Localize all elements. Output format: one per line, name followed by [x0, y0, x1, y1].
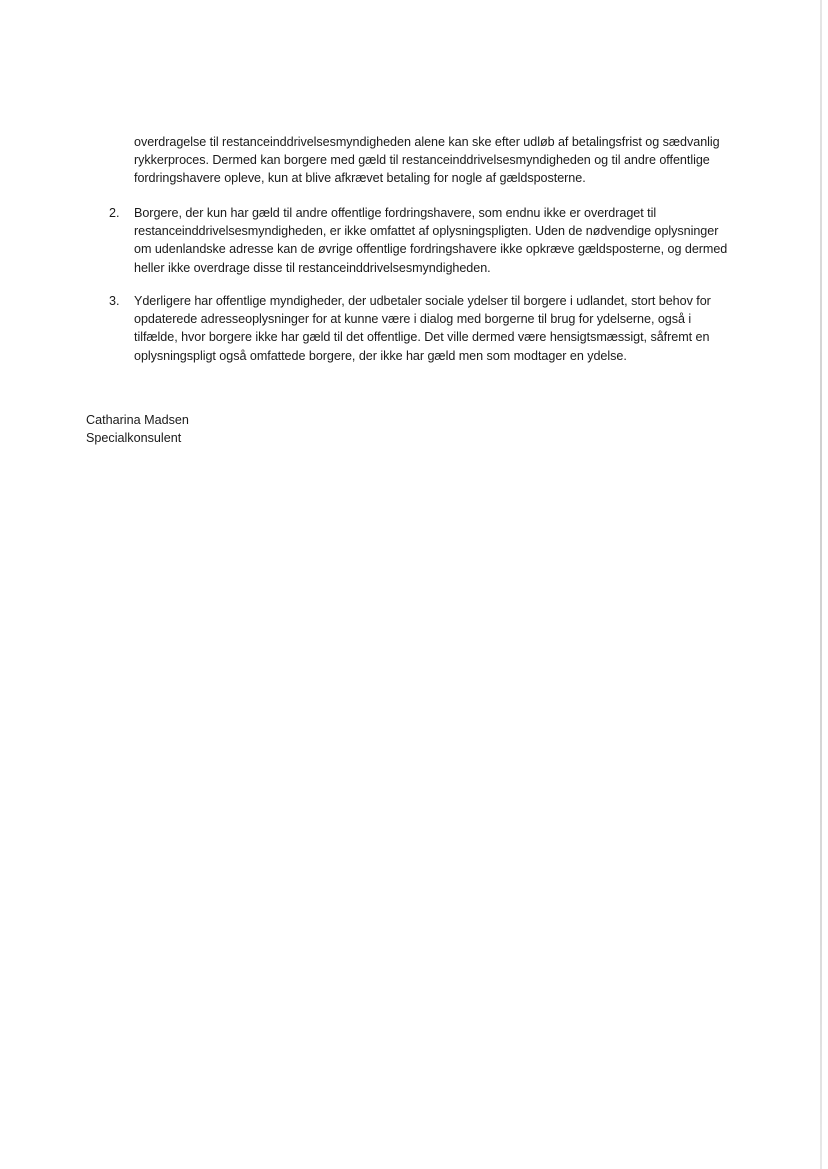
signature-name: Catharina Madsen [86, 413, 189, 427]
list-item-number: 3. [109, 294, 120, 308]
signature-title: Specialkonsulent [86, 431, 182, 445]
list-item-text: Borgere, der kun har gæld til andre offentlige fordringshavere, som endnu ikke er overdraget til restanceinddrivelsesmyndigheden, er ikke omfattet af oplysningspligten. Uden de nødvendige oplysninger om udenlandske adresse kan de øvrige offentlige fordringshavere ikke opkræve gældsposterne, og dermed heller ikke overdrage disse til restanceinddrivelsesmyndigheden. [134, 206, 728, 275]
continuation-paragraph: overdragelse til restanceinddrivelsesmyndigheden alene kan ske efter udløb af betalingsfrist og sædvanlig rykkerproces. Dermed kan borgere med gæld til restanceinddrivelsesmyndigheden og til andre offentlige fordringshavere opleve, kun at blive afkrævet betaling for nogle af gældsposterne. [134, 135, 720, 186]
scan-edge-shadow [820, 0, 822, 1169]
list-item-text: Yderligere har offentlige myndigheder, der udbetaler sociale ydelser til borgere i udlandet, stort behov for opdaterede adresseoplysninger for at kunne være i dialog med borgerne til brug for ydelserne, også i tilfælde, hvor borgere ikke har gæld til det offentlige. Det ville dermed være hensigtsmæssigt, såfremt en oplysningspligt også omfattede borgere, der ikke har gæld men som modtager en ydelse. [134, 294, 711, 363]
signature-block [86, 411, 386, 447]
list-item-number: 2. [109, 206, 120, 220]
